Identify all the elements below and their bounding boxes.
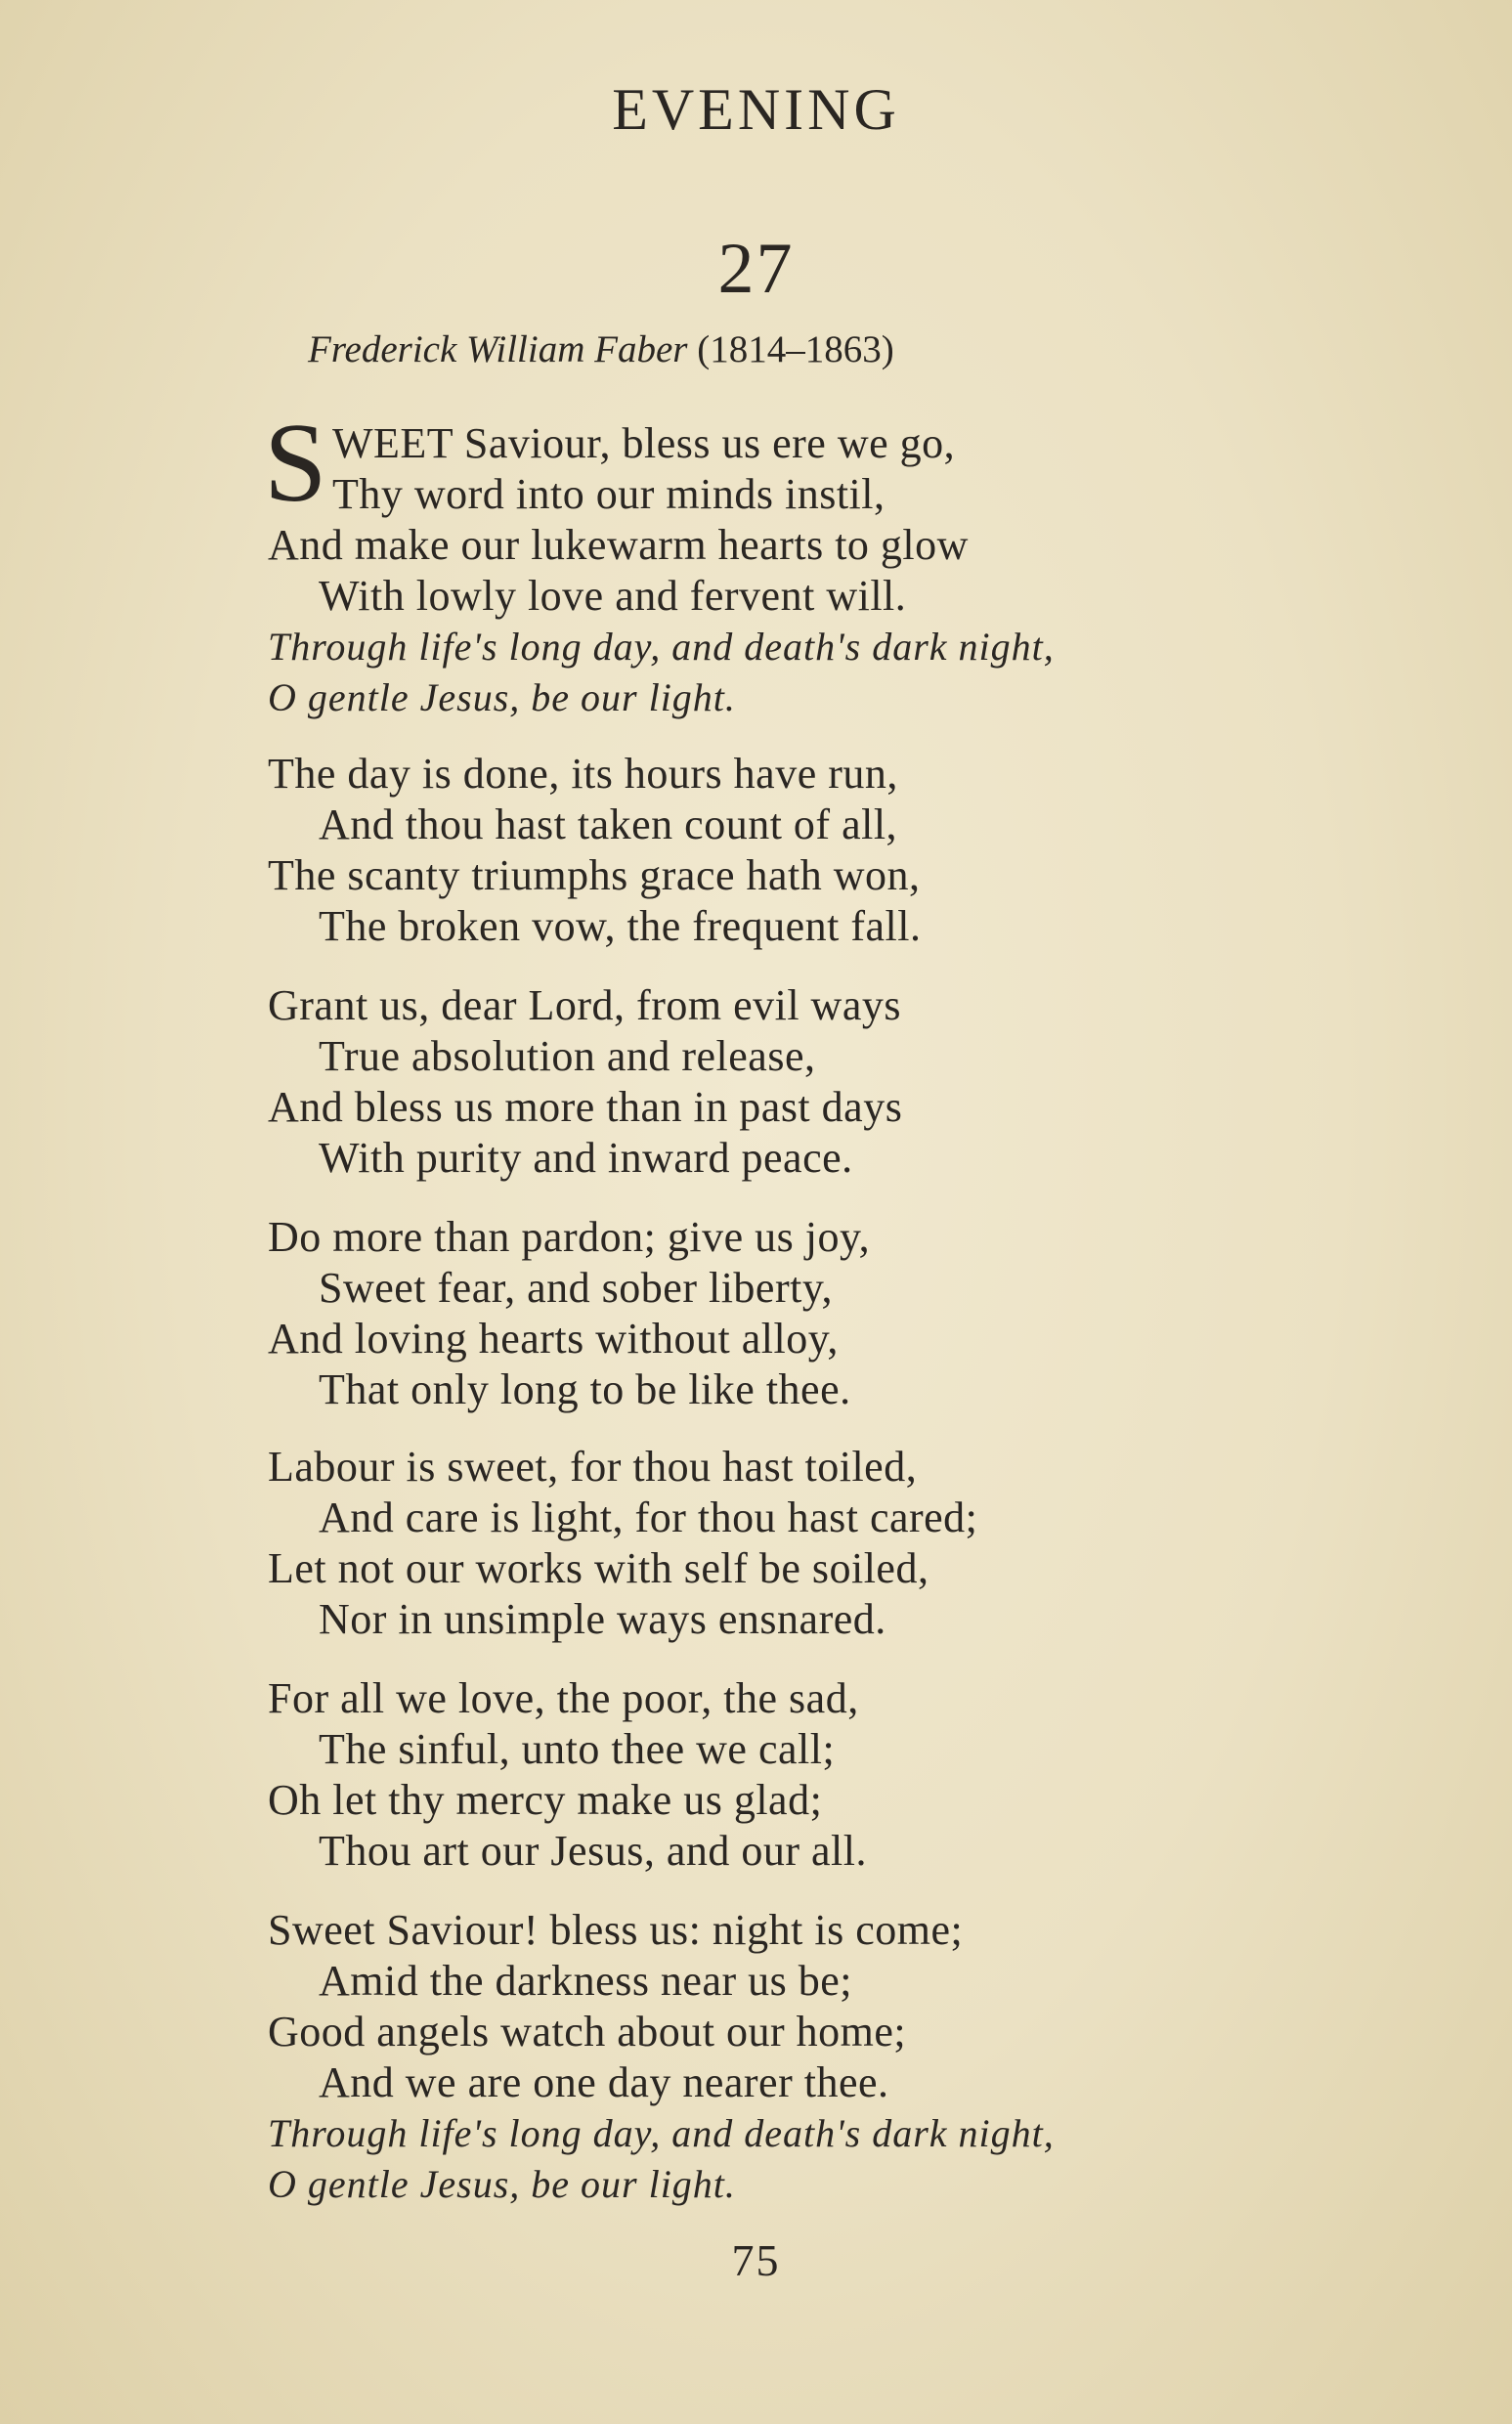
verse-line: Oh let thy mercy make us glad; xyxy=(268,1776,823,1824)
author-dates: (1814–1863) xyxy=(697,328,894,370)
verse-line: And loving hearts without alloy, xyxy=(268,1315,839,1363)
stanza-2 xyxy=(268,749,921,952)
hymn-number: 27 xyxy=(717,229,795,309)
verse-line: Thy word into our minds instil, xyxy=(332,470,886,518)
verse-line: Nor in unsimple ways ensnared. xyxy=(319,1595,886,1643)
verse-line: And bless us more than in past days xyxy=(268,1083,903,1131)
stanza-4 xyxy=(268,1212,870,1415)
drop-cap: S xyxy=(264,401,328,526)
verse-line: Let not our works with self be soiled, xyxy=(268,1544,929,1592)
author-attribution xyxy=(308,330,894,368)
verse-line: And we are one day nearer thee. xyxy=(319,2058,889,2106)
stanza-7 xyxy=(268,1905,1055,2210)
stanza-6 xyxy=(268,1673,867,1877)
verse-line: Sweet Saviour! bless us: night is come; xyxy=(268,1906,964,1954)
author-name: Frederick William Faber xyxy=(308,328,688,370)
verse-line: Labour is sweet, for thou hast toiled, xyxy=(268,1443,918,1491)
verse-line: With lowly love and fervent will. xyxy=(319,572,907,620)
verse-line: The sinful, unto thee we call; xyxy=(319,1725,836,1773)
page-number: 75 xyxy=(731,2235,781,2285)
verse-line: Do more than pardon; give us joy, xyxy=(268,1213,871,1261)
verse-line: WEET Saviour, bless us ere we go, xyxy=(332,419,956,467)
verse-line: The scanty triumphs grace hath won, xyxy=(268,851,921,899)
verse-line: Sweet fear, and sober liberty, xyxy=(319,1264,833,1312)
refrain-line: Through life's long day, and death's dark night, xyxy=(268,625,1055,669)
verse-line: And care is light, for thou hast cared; xyxy=(319,1493,978,1541)
verse-line: Grant us, dear Lord, from evil ways xyxy=(268,981,901,1029)
verse-line: And thou hast taken count of all, xyxy=(319,801,898,848)
verse-line: The day is done, its hours have run, xyxy=(268,750,898,798)
stanza-1 xyxy=(264,401,1055,723)
refrain-line: Through life's long day, and death's dark night, xyxy=(268,2111,1055,2155)
refrain-line: O gentle Jesus, be our light. xyxy=(268,675,736,719)
refrain-line: O gentle Jesus, be our light. xyxy=(268,2162,736,2206)
verse-line: Amid the darkness near us be; xyxy=(319,1957,853,2005)
verse-line: True absolution and release, xyxy=(319,1032,816,1080)
stanza-5 xyxy=(268,1442,977,1645)
stanza-3 xyxy=(268,980,902,1184)
verse-line: That only long to be like thee. xyxy=(319,1365,851,1413)
verse-line: The broken vow, the frequent fall. xyxy=(319,902,922,950)
opening-lines xyxy=(264,401,1055,526)
verse-line: With purity and inward peace. xyxy=(319,1134,853,1182)
verse-line: Thou art our Jesus, and our all. xyxy=(319,1827,867,1875)
verse-line: Good angels watch about our home; xyxy=(268,2008,907,2056)
verse-line: For all we love, the poor, the sad, xyxy=(268,1674,859,1722)
verse-line: And make our lukewarm hearts to glow xyxy=(268,521,969,569)
running-head: EVENING xyxy=(612,77,900,142)
